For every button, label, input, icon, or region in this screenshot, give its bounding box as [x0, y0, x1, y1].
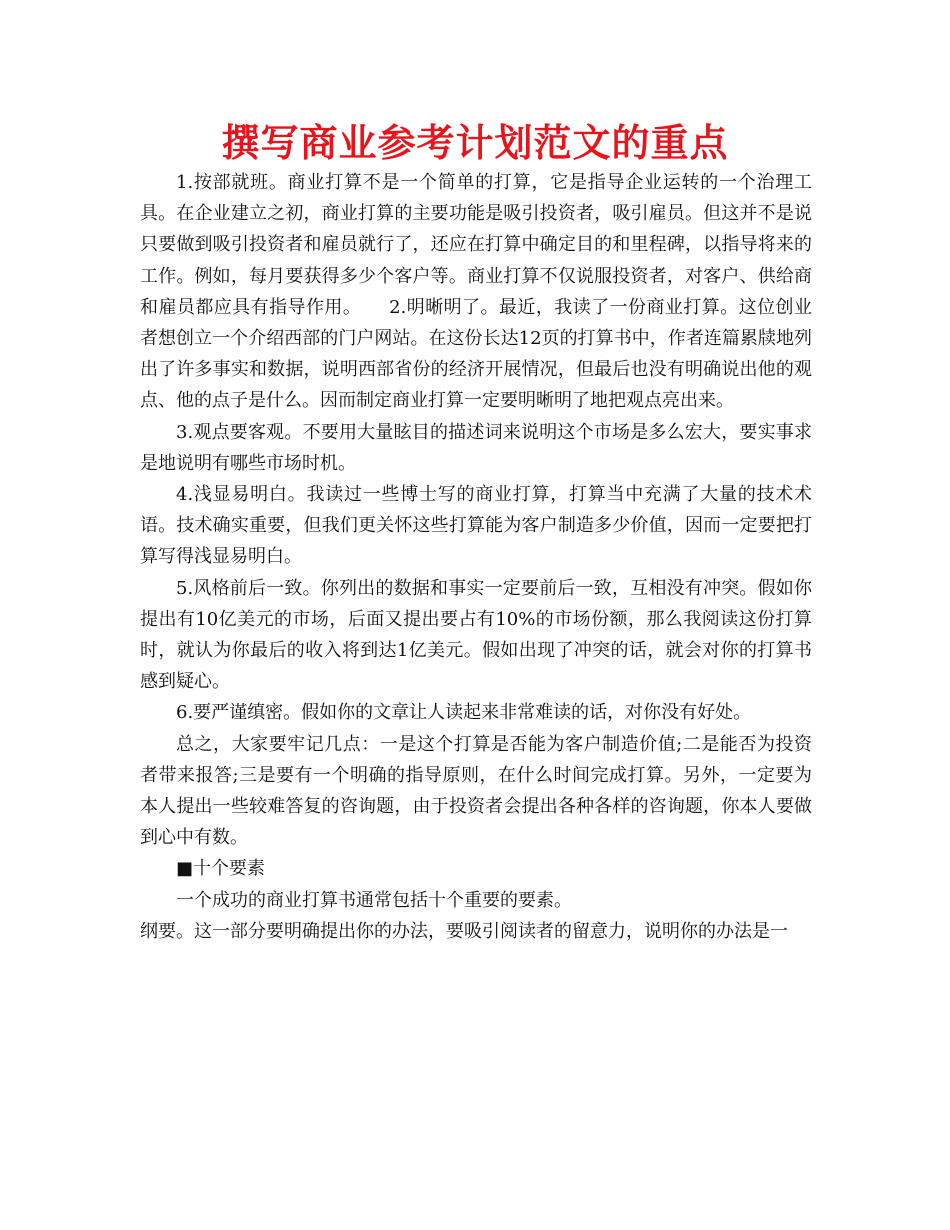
paragraph-4: 4.浅显易明白。我读过一些博士写的商业打算，打算当中充满了大量的技术术语。技术确实重要，但我们更关怀这些打算能为客户制造多少价值，因而一定要把打算写得浅显易明白。 — [140, 484, 812, 568]
paragraph-ten-elements-intro: 一个成功的商业打算书通常包括十个重要的要素。 — [176, 889, 572, 911]
document-body — [140, 167, 812, 947]
paragraph-6: 6.要严谨缜密。假如你的文章让人读起来非常难读的话，对你没有好处。 — [176, 702, 752, 724]
paragraph-5: 5.风格前后一致。你列出的数据和事实一定要前后一致，互相没有冲突。假如你提出有10亿美元的市场，后面又提出要占有10%的市场份额，那么我阅读这份打算时，就认为你最后的收入将到达1亿美元。假如出现了冲突的话，就会对你的打算书感到疑心。 — [140, 577, 812, 693]
paragraph-1-2: 1.按部就班。商业打算不是一个简单的打算，它是指导企业运转的一个治理工具。在企业建立之初，商业打算的主要功能是吸引投资者，吸引雇员。但这并不是说只要做到吸引投资者和雇员就行了，还应在打算中确定目的和里程碑，以指导将来的工作。例如，每月要获得多少个客户等。商业打算不仅说服投资者，对客户、供给商和雇员都应具有指导作用。 2.明晰明了。最近，我读了一份商业打算。这位创业者想创立一个介绍西部的门户网站。在这份长达12页的打算书中，作者连篇累牍地列出了许多事实和数据，说明西部省份的经济开展情况，但最后也没有明确说出他的观点、他的点子是什么。因而制定商业打算一定要明晰明了地把观点亮出来。 — [140, 172, 812, 412]
document-title: 撰写商业参考计划范文的重点 — [221, 121, 729, 165]
section-heading-ten-elements: ■十个要素 — [176, 858, 266, 880]
paragraph-outline: 纲要。这一部分要明确提出你的办法，要吸引阅读者的留意力，说明你的办法是一 — [140, 920, 788, 942]
paragraph-3: 3.观点要客观。不要用大量眩目的描述词来说明这个市场是多么宏大，要实事求是地说明有哪些市场时机。 — [140, 421, 812, 474]
paragraph-summary: 总之，大家要牢记几点：一是这个打算是否能为客户制造价值;二是能否为投资者带来报答;三是要有一个明确的指导原则，在什么时间完成打算。另外，一定要为本人提出一些较难答复的咨询题，由于投资者会提出各种各样的咨询题，你本人要做到心中有数。 — [140, 733, 812, 849]
